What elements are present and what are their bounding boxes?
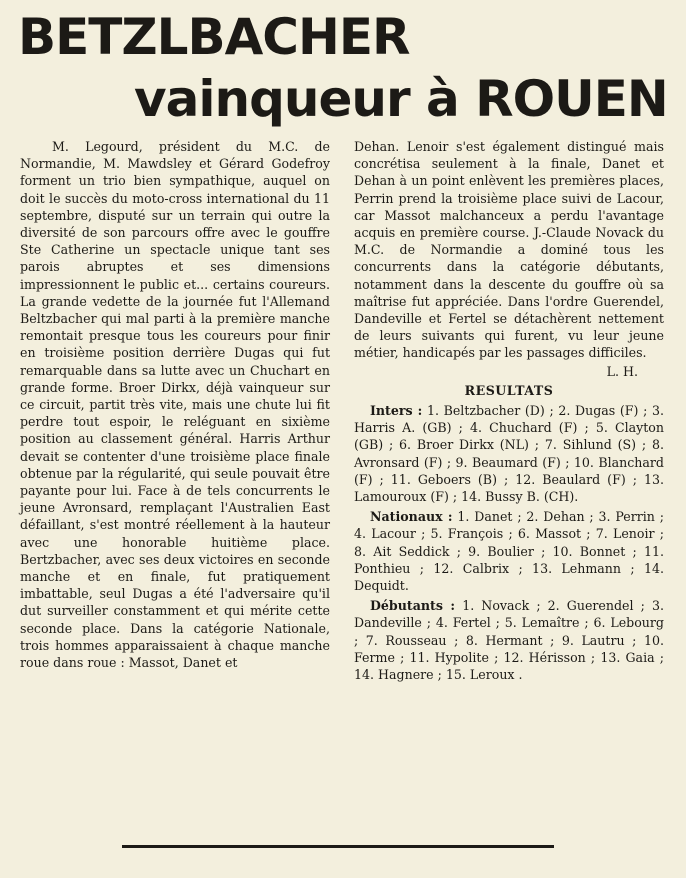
results-heading: RESULTATS	[464, 382, 554, 398]
results-nationaux	[354, 508, 664, 594]
article-body-right: Dehan. Lenoir s'est également distingué mais concrétisa seulement à la finale, Danet et Dehan à un point enlèvent les premières places, Perrin prend la troisième place suivi de Lacour, car Massot malchanceux a perdu l'avantage acquis en première course. J.-Claude Novack du M.C. de Normandie a dominé tous les concurrents dans la catégorie débutants, notamment dans la descente du gouffre où sa maîtrise fut appréciée. Dans l'ordre Guerendel, Dandeville et Fertel se détachèrent nettement de leurs suivants qui furent, vu leur jeune métier, handicapés par les passages difficiles.	[354, 139, 664, 361]
author-signature: L. H.	[606, 363, 638, 379]
headline-line-1: BETZLBACHER	[18, 8, 410, 66]
article-column-right	[354, 138, 664, 683]
article-column-left	[20, 138, 330, 671]
category-results: 1. Danet ; 2. Dehan ; 3. Perrin ; 4. Lacour ; 5. François ; 6. Massot ; 7. Lenoir ; 8. Ait Seddick ; 9. Boulier ; 10. Bonnet ; 11. Ponthieu ; 12. Calbrix ; 13. Lehmann ; 14. Dequidt.	[354, 509, 664, 594]
results-inters	[354, 402, 664, 505]
bottom-divider	[122, 845, 554, 848]
category-label: Nationaux :	[370, 509, 453, 525]
results-debutants	[354, 597, 664, 683]
category-results: 1. Beltzbacher (D) ; 2. Dugas (F) ; 3. Harris A. (GB) ; 4. Chuchard (F) ; 5. Clayton (GB) ; 6. Broer Dirkx (NL) ; 7. Sihlund (S) ; 8. Avronsard (F) ; 9. Beaumard (F) ; 10. Blanchard (F) ; 11. Geboers (B) ; 12. Beaulard (F) ; 13. Lamouroux (F) ; 14. Bussy B. (CH).	[354, 403, 664, 505]
category-label: Débutants :	[370, 598, 456, 614]
category-results: 1. Novack ; 2. Guerendel ; 3. Dandeville ; 4. Fertel ; 5. Lemaître ; 6. Lebourg ; 7. Rousseau ; 8. Hermant ; 9. Lautru ; 10. Ferme ; 11. Hypolite ; 12. Hérisson ; 13. Gaia ; 14. Hagnere ; 15. Leroux .	[354, 598, 664, 683]
headline-line-2: vainqueur à ROUEN	[134, 70, 668, 128]
article-body-left: M. Legourd, président du M.C. de Normandie, M. Mawdsley et Gérard Godefroy forment un trio bien sympathique, auquel on doit le succès du moto-cross international du 11 septembre, disputé sur un terrain qui outre la diversité de son parcours offre avec le gouffre Ste Catherine un spectacle unique tant ses parois abruptes et ses dimensions impressionnent le public et... certains coureurs. La grande vedette de la journée fut l'Allemand Beltzbacher qui mal parti à la première manche remontait presque tous les coureurs pour finir en troisième position derrière Dugas qui fut remarquable dans sa lutte avec un Chuchart en grande forme. Broer Dirkx, déjà vainqueur sur ce circuit, partit très vite, mais une chute lui fit perdre tout espoir, le reléguant en sixième position au classement général. Harris Arthur devait se contenter d'une troisième place finale obtenue par la régularité, qui seule pouvait être payante pour lui. Face à de tels concurrents le jeune Avronsard, remplaçant l'Australien East défaillant, s'est montré réellement à la hauteur avec une honorable huitième place. Bertzbacher, avec ses deux victoires en seconde manche et en finale, fut pratiquement imbattable, seul Dugas a été l'adversaire qu'il dut surveiller constamment et qui mérite cette seconde place. Dans la catégorie Nationale, trois hommes apparaissaient à chaque manche roue dans roue : Massot, Danet et	[20, 139, 330, 671]
category-label: Inters :	[370, 403, 423, 419]
